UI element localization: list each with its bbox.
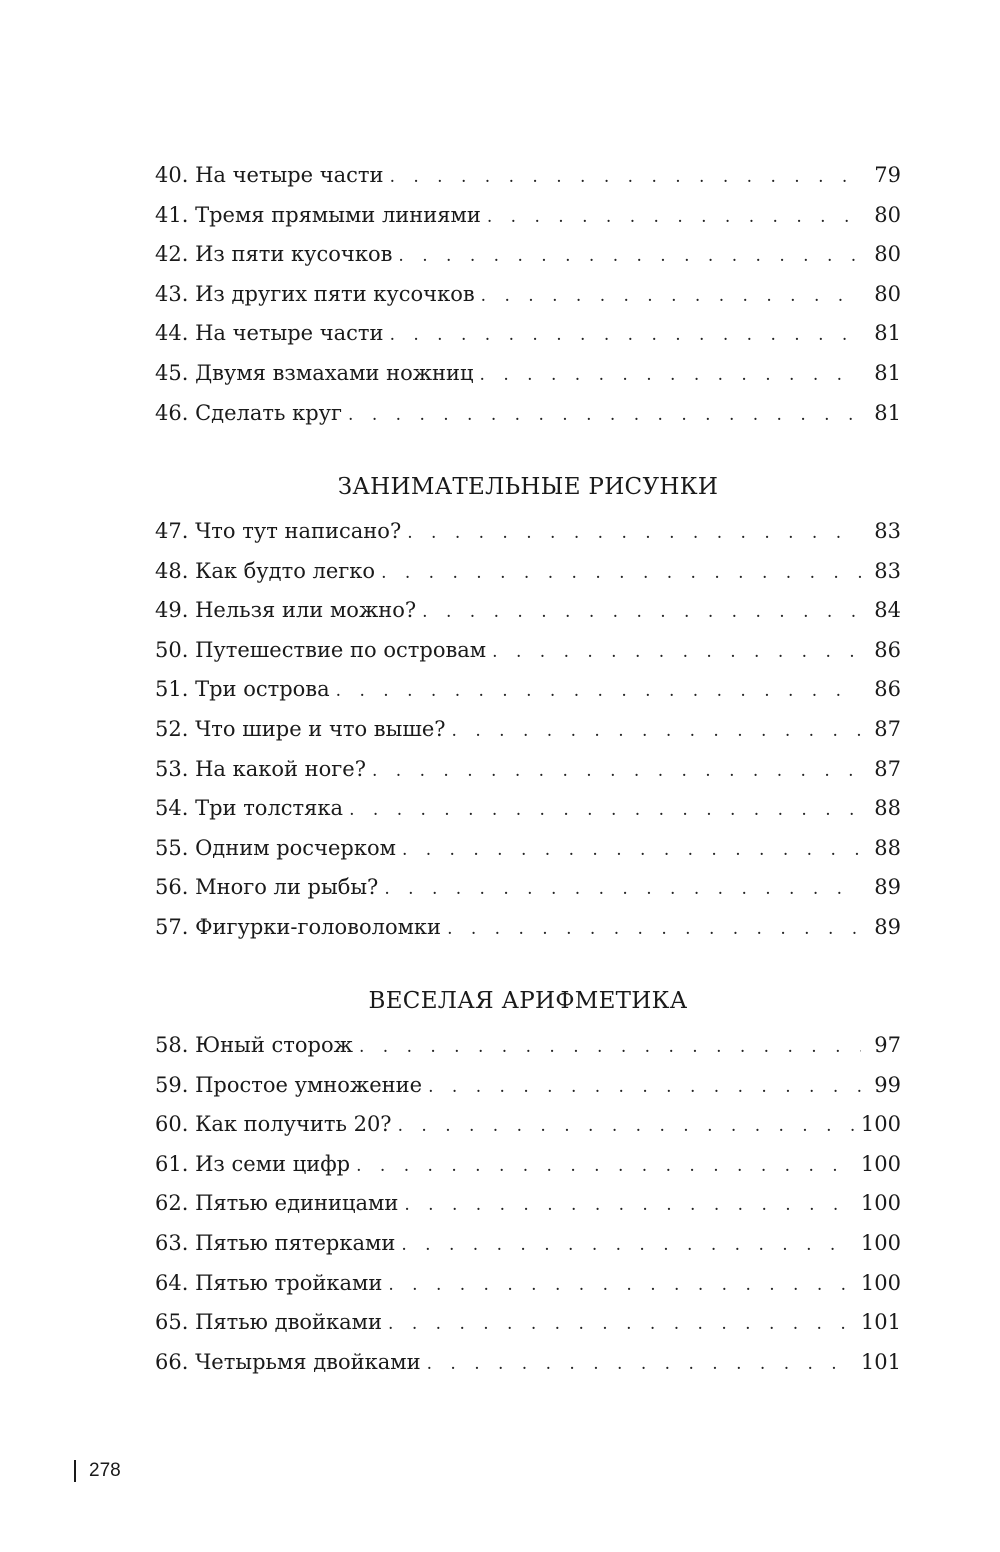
toc-entry: [155, 1224, 901, 1264]
toc-entry: [155, 1105, 901, 1145]
entry-title: 64. Пятью тройками: [155, 1270, 383, 1295]
entry-page-number: 88: [874, 835, 901, 860]
toc-entry: [155, 1264, 901, 1304]
dot-leader: [388, 1305, 855, 1343]
entry-page-number: 97: [874, 1033, 901, 1057]
entry-title: 45. Двумя взмахами ножниц: [155, 360, 474, 385]
entry-title: 53. На какой ноге?: [155, 756, 366, 781]
entry-page-number: 81: [874, 400, 901, 425]
toc-entry: [155, 1066, 901, 1106]
toc-entry: [155, 552, 901, 592]
entry-title: 65. Пятью двойками: [155, 1310, 383, 1335]
dot-leader: [428, 1068, 861, 1106]
entry-title: 52. Что шире и что выше?: [155, 716, 446, 741]
entry-title: 63. Пятью пятерками: [155, 1230, 396, 1255]
dot-leader: [384, 870, 861, 908]
dot-leader: [398, 237, 861, 275]
toc-entry: [155, 196, 901, 236]
toc-entry: [155, 868, 901, 908]
dot-leader: [480, 356, 861, 394]
entry-page-number: 80: [874, 281, 901, 306]
entry-page-number: 87: [874, 716, 901, 741]
dot-leader: [390, 316, 861, 354]
entry-page-number: 81: [874, 321, 901, 346]
entry-page-number: 101: [860, 1349, 901, 1374]
entry-page-number: 100: [860, 1191, 901, 1216]
section-heading: ЗАНИМАТЕЛЬНЫЕ РИСУНКИ: [337, 474, 719, 500]
dot-leader: [404, 1186, 855, 1224]
dot-leader: [348, 396, 861, 434]
entry-title: 56. Много ли рыбы?: [155, 875, 379, 900]
entry-page-number: 89: [874, 914, 901, 939]
entry-page-number: 83: [874, 519, 901, 543]
folio-rule: [74, 1460, 76, 1482]
dot-leader: [481, 277, 861, 315]
entry-title: 54. Три толстяка: [155, 796, 344, 821]
toc-entry: [155, 670, 901, 710]
entry-page-number: 100: [860, 1270, 901, 1295]
entry-page-number: 99: [874, 1072, 901, 1097]
dot-leader: [398, 1107, 855, 1145]
dot-leader: [359, 1028, 861, 1066]
entry-page-number: 100: [860, 1230, 901, 1255]
entry-title: 60. Как получить 20?: [155, 1112, 392, 1137]
entry-title: 59. Простое умножение: [155, 1072, 423, 1097]
entry-page-number: 100: [860, 1112, 901, 1137]
entry-page-number: 83: [874, 558, 901, 583]
dot-leader: [390, 158, 861, 196]
toc-entry: [155, 314, 901, 354]
toc-entry: [155, 908, 901, 948]
toc-entry: [155, 750, 901, 790]
entry-title: 47. Что тут написано?: [155, 519, 402, 543]
entry-title: 58. Юный сторож: [155, 1033, 353, 1057]
toc-entry: [155, 1145, 901, 1185]
dot-leader: [487, 198, 861, 236]
page-number: 278: [89, 1460, 121, 1481]
entry-page-number: 101: [860, 1310, 901, 1335]
toc-entry: [155, 512, 901, 552]
dot-leader: [388, 1266, 855, 1304]
toc-entry: [155, 394, 901, 434]
entry-page-number: 79: [874, 163, 901, 187]
toc-entry: [155, 710, 901, 750]
entry-title: 44. На четыре части: [155, 321, 384, 346]
toc-entry: [155, 591, 901, 631]
entry-title: 46. Сделать круг: [155, 400, 343, 425]
entry-title: 62. Пятью единицами: [155, 1191, 399, 1216]
entry-title: 40. На четыре части: [155, 163, 384, 187]
dot-leader: [447, 910, 861, 948]
entry-page-number: 100: [860, 1151, 901, 1176]
dot-leader: [381, 554, 861, 592]
entry-title: 42. Из пяти кусочков: [155, 242, 393, 267]
entry-title: 55. Одним росчерком: [155, 835, 396, 860]
toc-section-3: [155, 1026, 901, 1382]
entry-title: 48. Как будто легко: [155, 558, 376, 583]
entry-page-number: 88: [874, 796, 901, 821]
dot-leader: [356, 1147, 855, 1185]
dot-leader: [402, 831, 861, 869]
entry-title: 66. Четырьмя двойками: [155, 1349, 421, 1374]
toc-entry: [155, 631, 901, 671]
entry-title: 50. Путешествие по островам: [155, 637, 487, 662]
entry-page-number: 86: [874, 637, 901, 662]
dot-leader: [422, 593, 861, 631]
toc-entry: [155, 789, 901, 829]
entry-title: 57. Фигурки-головоломки: [155, 914, 442, 939]
dot-leader: [427, 1345, 855, 1383]
toc-entry: [155, 275, 901, 315]
toc-entry: [155, 1303, 901, 1343]
dot-leader: [372, 752, 861, 790]
entry-page-number: 80: [874, 202, 901, 227]
dot-leader: [452, 712, 861, 750]
entry-title: 51. Три острова: [155, 677, 330, 702]
dot-leader: [336, 672, 861, 710]
toc-entry: [155, 829, 901, 869]
toc-entry: [155, 1026, 901, 1066]
toc-section-2: [155, 512, 901, 948]
entry-page-number: 87: [874, 756, 901, 781]
entry-page-number: 89: [874, 875, 901, 900]
dot-leader: [492, 633, 861, 671]
toc-entry: [155, 235, 901, 275]
toc-entry: [155, 1343, 901, 1383]
dot-leader: [349, 791, 861, 829]
toc-section-1: [155, 156, 901, 433]
folio: [74, 1458, 121, 1484]
section-heading: ВЕСЕЛАЯ АРИФМЕТИКА: [368, 988, 688, 1014]
entry-title: 41. Тремя прямыми линиями: [155, 202, 481, 227]
entry-page-number: 84: [874, 598, 901, 623]
dot-leader: [407, 514, 861, 552]
toc-entry: [155, 156, 901, 196]
entry-page-number: 86: [874, 677, 901, 702]
toc-entry: [155, 1184, 901, 1224]
dot-leader: [401, 1226, 855, 1264]
entry-title: 49. Нельзя или можно?: [155, 598, 417, 623]
entry-title: 61. Из семи цифр: [155, 1151, 351, 1176]
entry-page-number: 80: [874, 242, 901, 267]
entry-title: 43. Из других пяти кусочков: [155, 281, 475, 306]
toc-entry: [155, 354, 901, 394]
entry-page-number: 81: [874, 360, 901, 385]
